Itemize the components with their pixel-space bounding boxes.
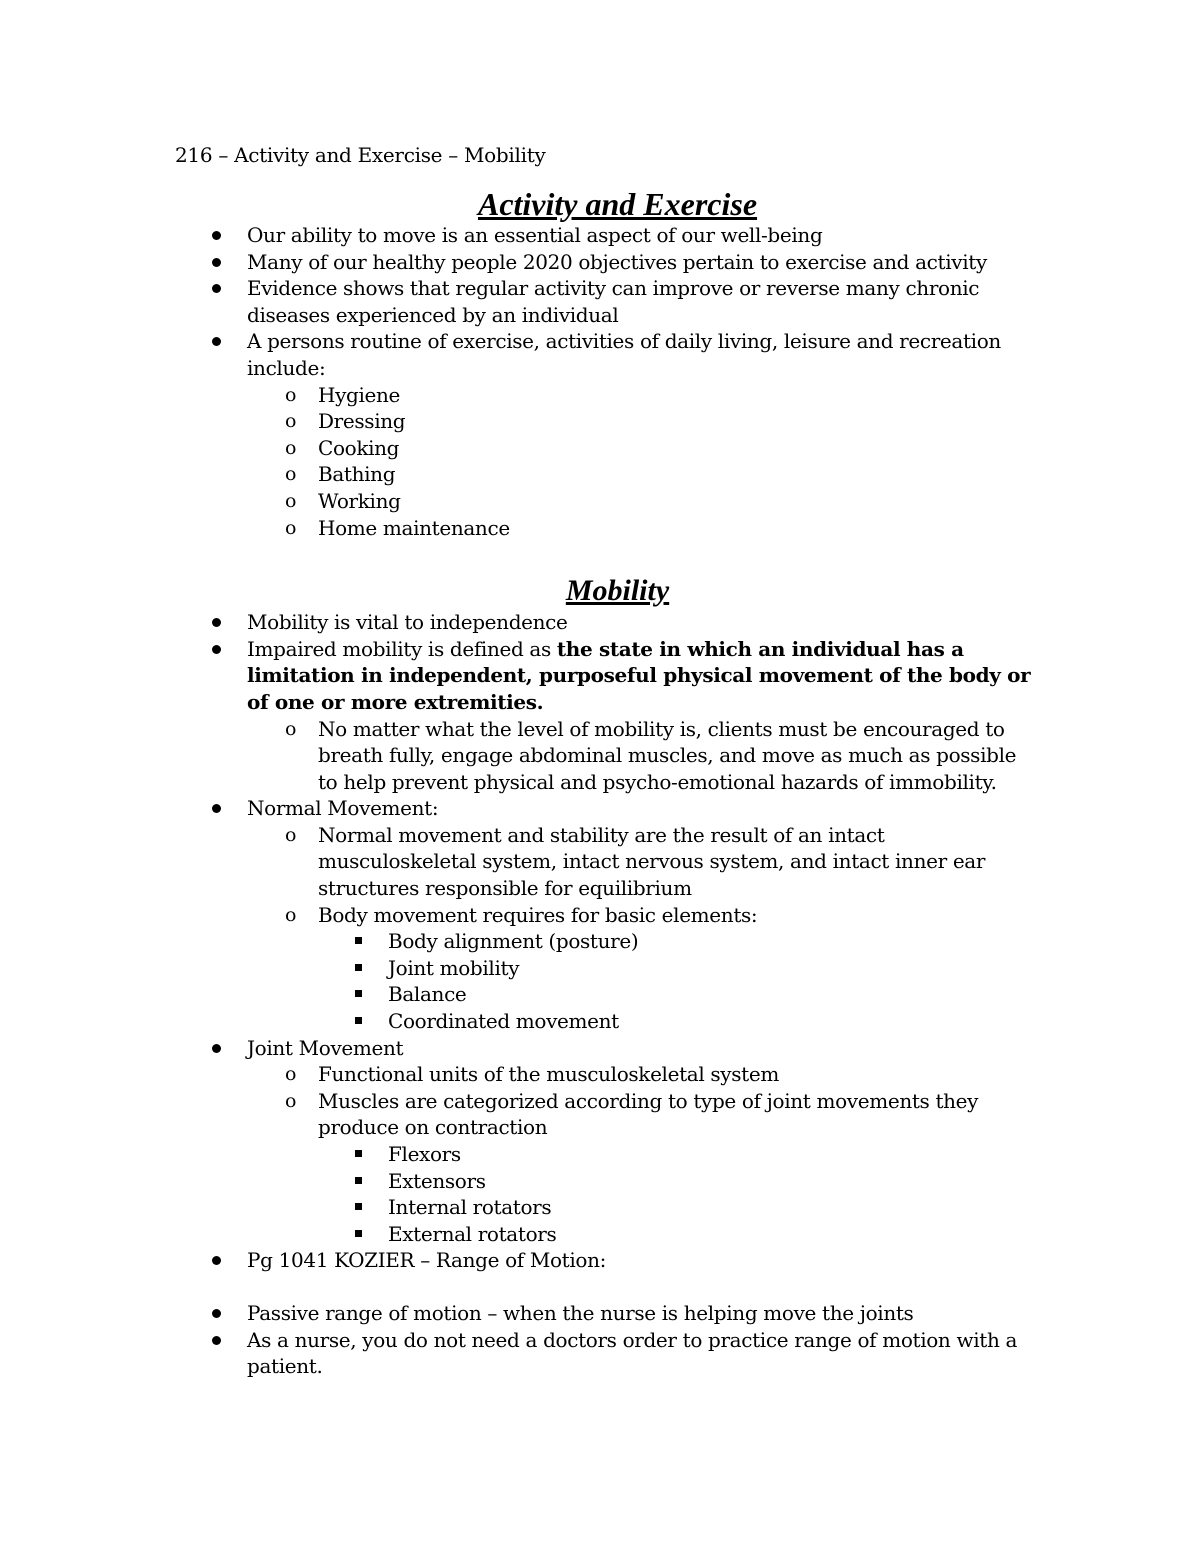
bullet-square-icon xyxy=(355,1203,362,1210)
list-item: o Working xyxy=(285,488,401,513)
section-title-activity-exercise: Activity and Exercise xyxy=(477,186,758,222)
list-item: Flexors xyxy=(175,1141,1040,1168)
bullet-circle-icon: o xyxy=(285,489,297,512)
bullet-dot-icon xyxy=(212,804,221,813)
list-item: o Body movement requires for basic elements: Body alignment (posture) Joint mobility Balance Coordinated movement xyxy=(175,902,1040,1035)
document-header: 216 – Activity and Exercise – Mobility xyxy=(175,143,546,167)
bullet-circle-icon: o xyxy=(285,436,297,459)
list-item: o Bathing xyxy=(285,462,396,487)
list-item: Impaired mobility is defined as the state in which an individual has a limitation in independent, purposeful physical movement of the body or of one or more extremities. o No matter what the level of mobility is, clients must be encouraged to breath fully, engage abdominal muscles, and move as much as possible to help prevent physical and psycho-emotional hazards of immobility. xyxy=(175,636,1040,796)
bullet-dot-icon xyxy=(212,1044,221,1053)
list-item: Evidence shows that regular activity can improve or reverse many chronic diseases experienced by an individual xyxy=(175,275,1040,328)
list-item: Mobility is vital to independence xyxy=(175,609,1040,636)
list-item: o Functional units of the musculoskeletal system xyxy=(285,1062,779,1087)
list-item: Internal rotators xyxy=(175,1194,1040,1221)
list-item: o Cooking xyxy=(285,435,400,460)
section-title-mobility: Mobility xyxy=(565,574,670,608)
list-item: A persons routine of exercise, activities of daily living, leisure and recreation include: o Hygiene o Dressing o Cooking o Bathing o Working o Home maintenance xyxy=(175,328,1040,541)
list-item: Coordinated movement xyxy=(175,1008,1040,1035)
bullet-dot-icon xyxy=(212,231,221,240)
list-item: As a nurse, you do not need a doctors order to practice range of motion with a patient. xyxy=(175,1327,1040,1380)
bullet-dot-icon xyxy=(212,337,221,346)
bullet-circle-icon: o xyxy=(285,410,297,433)
bullet-square-icon xyxy=(355,1017,362,1024)
bullet-dot-icon xyxy=(212,618,221,627)
list-item: o Home maintenance xyxy=(285,515,510,540)
bullet-dot-icon xyxy=(212,1309,221,1318)
bullet-square-icon xyxy=(355,1177,362,1184)
list-item: o Normal movement and stability are the result of an intact musculoskeletal system, intact nervous system, and intact inner ear structures responsible for equilibrium xyxy=(285,822,986,901)
list-item: External rotators xyxy=(175,1221,1040,1248)
muscle-types-sublist xyxy=(175,1141,1040,1247)
bullet-square-icon xyxy=(355,964,362,971)
list-item: o Hygiene xyxy=(285,382,401,407)
bullet-circle-icon: o xyxy=(285,823,297,846)
list-item: Joint Movement o Functional units of the musculoskeletal system o Muscles are categorized according to type of joint movements they produce on contraction Flexors Extensors Internal rotators External rotators xyxy=(175,1035,1040,1248)
list-item: Many of our healthy people 2020 objectives pertain to exercise and activity xyxy=(175,249,1040,276)
basic-elements-sublist xyxy=(175,928,1040,1034)
bullet-circle-icon: o xyxy=(285,516,297,539)
bullet-circle-icon: o xyxy=(285,383,297,406)
list-item: Balance xyxy=(175,981,1040,1008)
list-item: Body alignment (posture) xyxy=(175,928,1040,955)
list-item: Pg 1041 KOZIER – Range of Motion: xyxy=(175,1247,1040,1274)
bullet-dot-icon xyxy=(212,258,221,267)
bullet-circle-icon: o xyxy=(285,1089,297,1112)
bullet-circle-icon: o xyxy=(285,1063,297,1086)
bullet-dot-icon xyxy=(212,284,221,293)
bullet-square-icon xyxy=(355,937,362,944)
normal-movement-sublist xyxy=(175,822,1040,1035)
bullet-circle-icon: o xyxy=(285,463,297,486)
bullet-circle-icon: o xyxy=(285,717,297,740)
mobility-bullet-list xyxy=(175,609,1040,1380)
list-item: Joint mobility xyxy=(175,955,1040,982)
list-item: o Dressing xyxy=(285,409,406,434)
list-item: o Muscles are categorized according to type of joint movements they produce on contraction Flexors Extensors Internal rotators External rotators xyxy=(175,1088,1040,1248)
bullet-square-icon xyxy=(355,1230,362,1237)
list-item: Passive range of motion – when the nurse is helping move the joints xyxy=(175,1300,1040,1327)
bullet-dot-icon xyxy=(212,1256,221,1265)
list-item: Our ability to move is an essential aspect of our well-being xyxy=(175,222,1040,249)
impaired-mobility-definition: the state in which an individual has a limitation in independent, purposeful physical movement of the body or of one or more extremities. xyxy=(247,636,1031,714)
list-item: Extensors xyxy=(175,1168,1040,1195)
impaired-mobility-sublist xyxy=(175,716,1040,796)
bullet-square-icon xyxy=(355,990,362,997)
bullet-dot-icon xyxy=(212,645,221,654)
activity-bullet-list xyxy=(175,222,1040,541)
routine-sublist xyxy=(175,382,1040,542)
bullet-circle-icon: o xyxy=(285,903,297,926)
list-item: o No matter what the level of mobility is, clients must be encouraged to breath fully, engage abdominal muscles, and move as much as possible to help prevent physical and psycho-emotional hazards of immobility. xyxy=(285,716,1017,794)
bullet-square-icon xyxy=(355,1150,362,1157)
list-item: Normal Movement: o Normal movement and stability are the result of an intact musculoskeletal system, intact nervous system, and intact inner ear structures responsible for equilibrium o Body movement requires for basic elements: Body alignment (posture) Joint mobility Balance Coordinated movement xyxy=(175,795,1040,1034)
joint-movement-sublist xyxy=(175,1061,1040,1247)
bullet-dot-icon xyxy=(212,1336,221,1345)
